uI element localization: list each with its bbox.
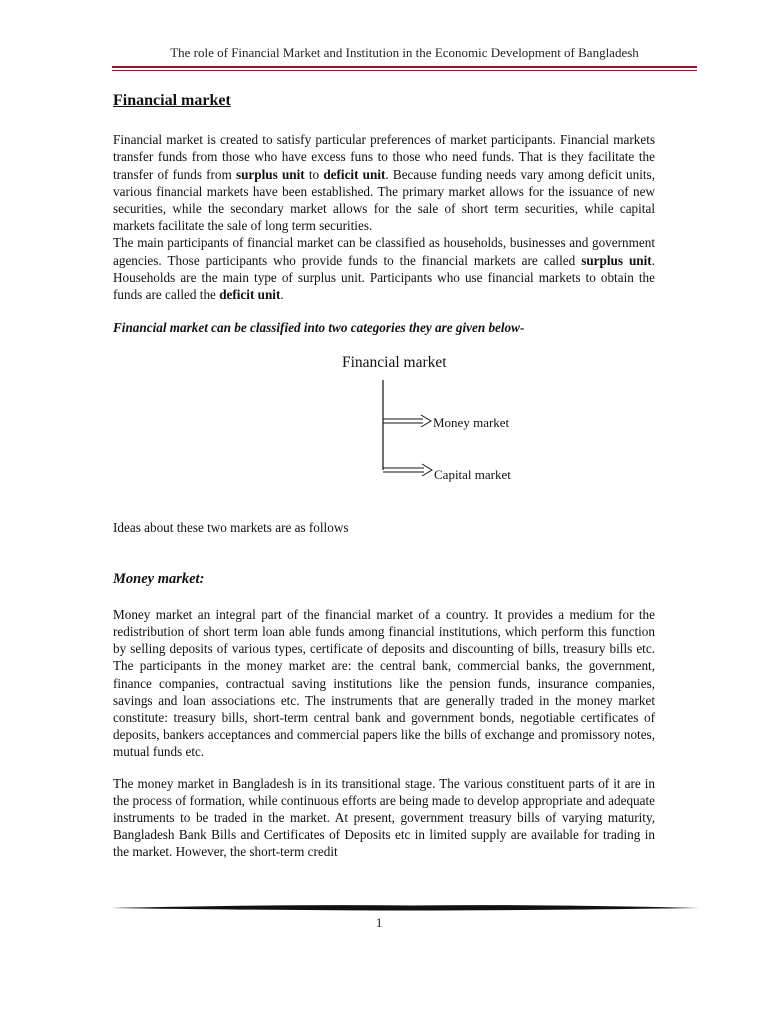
text-run: .: [280, 287, 284, 303]
bold-term-surplus-unit: surplus unit: [235, 166, 305, 182]
diagram-label-money-market: Money market: [433, 415, 510, 431]
text-run: The main participants of financial market can be classified as households, businesses and government agencies. Those participants who provide funds to the financial markets are called: [113, 235, 655, 268]
section-heading-money-market: Money market:: [113, 570, 205, 587]
paragraph-spacer: [113, 761, 655, 775]
text-run: Financial market is created to satisfy particular preferences of market participants. Financial markets transfer funds from those who have excess funs to those who need funds. That is they facilitate the transfer of funds from: [113, 132, 655, 182]
financial-market-diagram: [113, 348, 655, 513]
arrow-money-market: [383, 415, 431, 427]
diagram-label-capital-market: Capital market: [434, 467, 511, 483]
bold-term-deficit-unit: deficit unit: [219, 287, 281, 303]
paragraph-participants: [113, 234, 655, 303]
bold-term-surplus-unit: surplus unit: [581, 252, 652, 268]
text-run: to: [304, 166, 324, 182]
text-run: . Households are the main type of surplus unit. Participants who use financial markets to obtain the funds are called the: [113, 252, 655, 303]
header-rule-thick: [112, 66, 697, 68]
classification-lead: Financial market can be classified into two categories they are given below-: [113, 320, 525, 336]
page-number: 1: [376, 916, 383, 930]
paragraph-financial-market-intro: [113, 131, 655, 234]
arrow-capital-market: [383, 464, 432, 476]
running-header: The role of Financial Market and Institution in the Economic Development of Bangladesh: [170, 45, 639, 60]
paragraph-money-market-definition: Money market an integral part of the financial market of a country. It provides a medium for the redistribution of short term loan able funds among financial institutions, which perform this function by selling deposits of various types, certificate of deposits and discounting of bills, treasury bills etc. The participants in the money market are: the central bank, commercial banks, the government, finance companies, contractual saving institutions like the pension funds, insurance companies, savings and loan associations etc. The instruments that are generally traded in the money market constitute: treasury bills, short-term central bank and government bonds, negotiable certificates of deposits, bankers acceptances and commercial papers like the bills of exchange and promissory notes, mutual funds etc.: [113, 606, 655, 760]
bold-term-deficit-unit: deficit unit: [323, 166, 386, 182]
footer-rule: [112, 903, 699, 913]
page-content: [113, 92, 655, 861]
header-rule-thin: [112, 70, 697, 71]
text-run: . Because funding needs vary among deficit units, various financial markets have been established. The primary market allows for the issuance of new securities, while the secondary market allows for the sale of short term securities, while capital markets facilitate the sale of long term securities.: [113, 166, 655, 234]
ideas-sentence: Ideas about these two markets are as follows: [113, 520, 349, 536]
section-heading-financial-market: Financial market: [113, 92, 231, 109]
diagram-title: Financial market: [342, 354, 447, 372]
paragraph-money-market-bangladesh: The money market in Bangladesh is in its transitional stage. The various constituent parts of it are in the process of formation, while continuous efforts are being made to develop appropriate and adequate instruments to be traded in the market. At present, government treasury bills of varying maturity, Bangladesh Bank Bills and Certificates of Deposits etc in limited supply are available for trading in the market. However, the short-term credit: [113, 775, 655, 860]
